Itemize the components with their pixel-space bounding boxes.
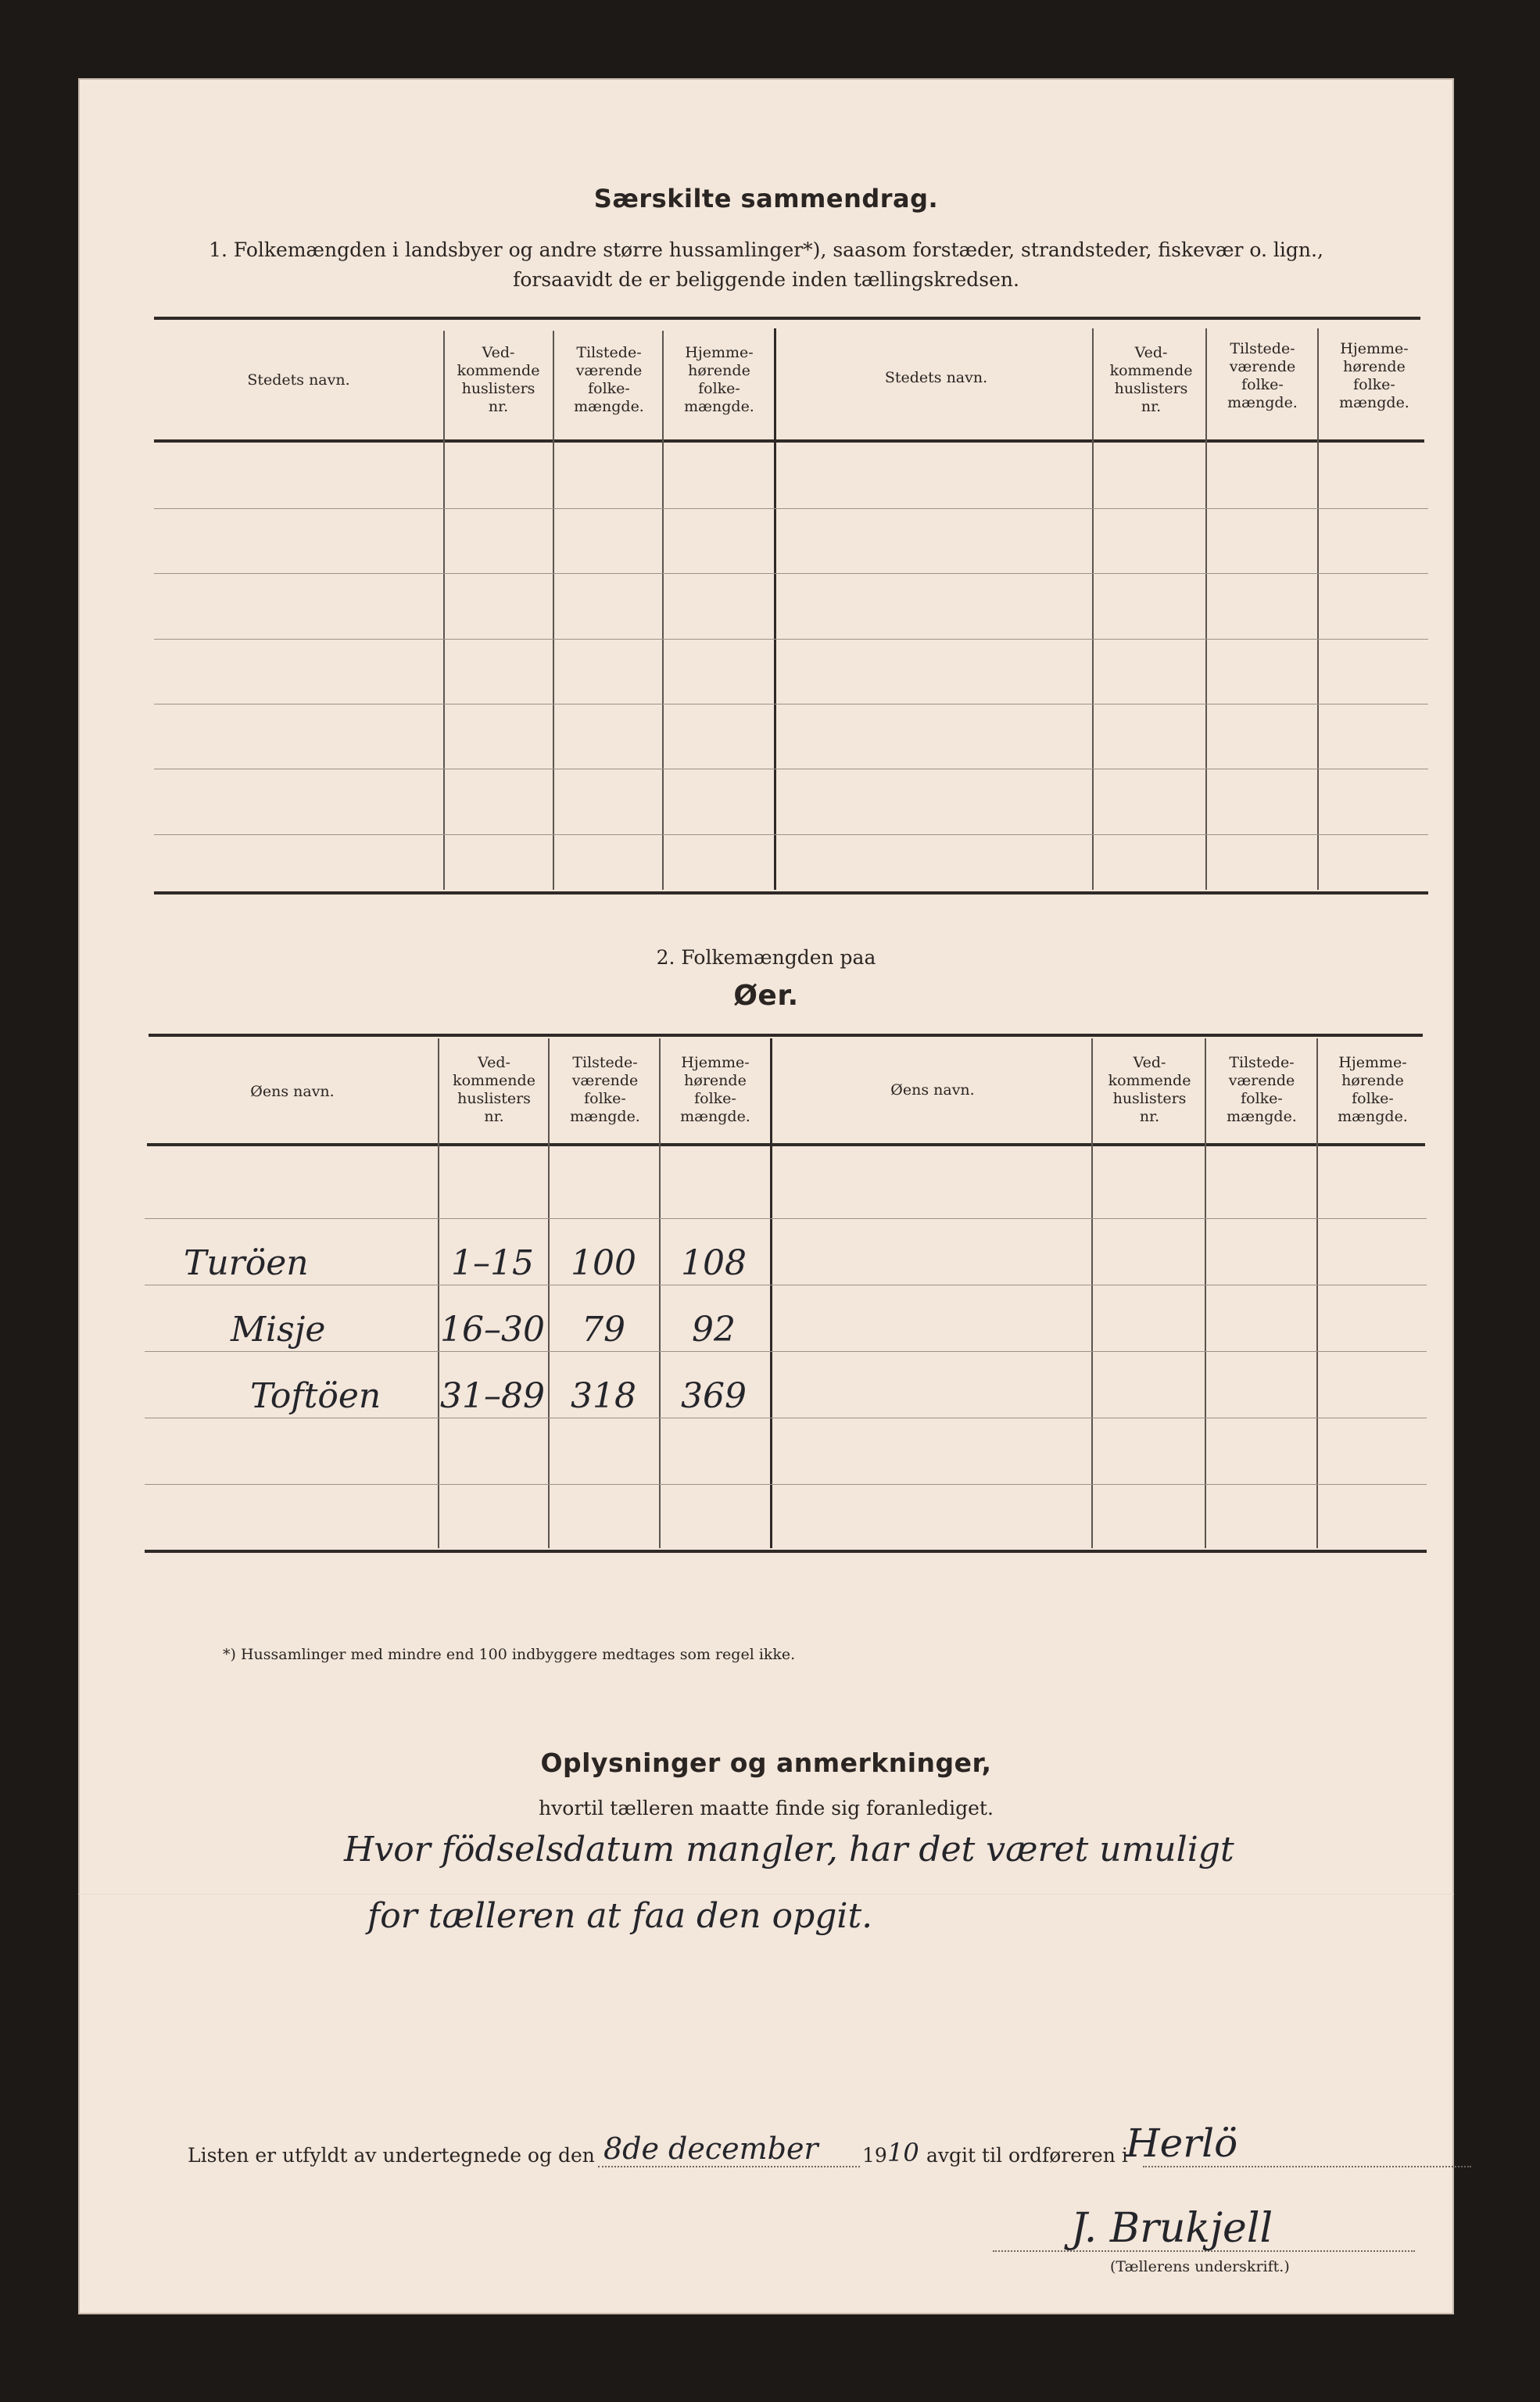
table1-col-resident-right: Hjemme- hørende folke- mængde. <box>1339 340 1409 411</box>
table2-col-resident-left: Hjemme- hørende folke- mængde. <box>680 1054 750 1125</box>
table2-vline <box>1316 1038 1318 1548</box>
section1-intro-line1: 1. Folkemængden i landsbyer og andre større hussamlinger*), saasom forstæder, strandsteder, fiskevær o. lign., <box>209 238 1323 261</box>
island-present-cell: 100 <box>571 1243 636 1283</box>
table1-row-line <box>154 639 1428 640</box>
table2-top-rule <box>149 1034 1423 1037</box>
table1-vline <box>1092 328 1094 890</box>
signoff-pre-text: Listen er utfyldt av undertegnede og den <box>188 2144 595 2167</box>
section2-subtitle: 2. Folkemængden paa <box>656 946 876 969</box>
signature-caption: (Tællerens underskrift.) <box>1110 2258 1290 2275</box>
table2-vline <box>438 1038 439 1548</box>
table1-col-lists-right: Ved- kommende huslisters nr. <box>1109 344 1193 415</box>
table2-col-resident-right: Hjemme- hørende folke- mængde. <box>1338 1054 1408 1125</box>
table2-row-line <box>145 1218 1427 1219</box>
table2-row-line <box>145 1484 1427 1485</box>
table2-row-line <box>145 1351 1427 1352</box>
table1-vline <box>1205 328 1207 890</box>
island-lists-cell: 1–15 <box>451 1243 534 1283</box>
table2-vline <box>659 1038 661 1548</box>
signoff-place: Herlö <box>1126 2121 1238 2166</box>
footnote: *) Hussamlinger med mindre end 100 indbyggere medtages som regel ikke. <box>223 1646 796 1663</box>
table1-col-name-left: Stedets navn. <box>247 371 350 389</box>
table2-col-name-right: Øens navn. <box>890 1081 975 1099</box>
table1-bottom-rule <box>154 891 1428 894</box>
table1-row-line <box>154 834 1428 835</box>
remarks-handwritten-line2: for tælleren at faa den opgit. <box>367 1896 873 1936</box>
table1-vline <box>553 331 554 890</box>
table1-row-line <box>154 573 1428 574</box>
section1-intro-line2: forsaavidt de er beliggende inden tællingskredsen. <box>513 268 1019 291</box>
table1-col-resident-left: Hjemme- hørende folke- mængde. <box>684 344 754 415</box>
island-lists-cell: 16–30 <box>440 1310 545 1350</box>
island-name-cell: Turöen <box>184 1243 309 1283</box>
signoff-date-day: 8de <box>603 2131 659 2166</box>
signoff-year-prefix: 19 <box>862 2144 887 2167</box>
table1-col-present-right: Tilstede- værende folke- mængde. <box>1227 340 1298 411</box>
date-dotted-line <box>598 2166 860 2167</box>
table1-col-present-left: Tilstede- værende folke- mængde. <box>574 344 644 415</box>
table2-col-lists-right: Ved- kommende huslisters nr. <box>1108 1054 1191 1125</box>
place-dotted-line <box>1143 2166 1471 2167</box>
table2-col-lists-left: Ved- kommende huslisters nr. <box>453 1054 535 1125</box>
table1-vline <box>443 331 445 890</box>
table2-header-rule <box>147 1143 1425 1146</box>
signoff-date-month: december <box>668 2131 818 2166</box>
island-name-cell: Misje <box>231 1310 326 1350</box>
table1-vline <box>1317 328 1319 890</box>
island-present-cell: 79 <box>582 1310 625 1350</box>
table2-vline <box>1205 1038 1206 1548</box>
table1-col-lists-left: Ved- kommende huslisters nr. <box>457 344 540 415</box>
paper-fold <box>78 1894 1454 1895</box>
table2-bottom-rule <box>145 1550 1427 1553</box>
island-resident-cell: 92 <box>692 1310 736 1350</box>
section1-title: Særskilte sammendrag. <box>593 184 939 213</box>
table1-col-name-right: Stedets navn. <box>884 369 988 386</box>
section2-title: Øer. <box>733 980 799 1012</box>
island-lists-cell: 31–89 <box>440 1376 545 1416</box>
table2-center-divider <box>770 1038 772 1548</box>
table1-header-rule <box>154 439 1424 443</box>
table2-vline <box>1091 1038 1093 1548</box>
remarks-title: Oplysninger og anmerkninger, <box>540 1748 992 1778</box>
island-name-cell: Toftöen <box>250 1376 381 1416</box>
signoff-year-suffix: 10 <box>887 2138 919 2167</box>
signoff-mid-text: avgit til ordføreren i <box>926 2144 1128 2167</box>
island-resident-cell: 108 <box>681 1243 747 1283</box>
table2-vline <box>548 1038 550 1548</box>
table1-top-rule <box>154 317 1420 320</box>
island-present-cell: 318 <box>571 1376 636 1416</box>
signature: J. Brukjell <box>1071 2205 1273 2252</box>
census-form-page <box>78 78 1454 2314</box>
table1-row-line <box>154 508 1428 509</box>
remarks-subtitle: hvortil tælleren maatte finde sig foranlediget. <box>539 1797 994 1819</box>
table1-vline <box>662 331 664 890</box>
island-resident-cell: 369 <box>681 1376 747 1416</box>
table2-col-name-left: Øens navn. <box>250 1083 335 1100</box>
table2-col-present-left: Tilstede- værende folke- mængde. <box>570 1054 640 1125</box>
table2-col-present-right: Tilstede- værende folke- mængde. <box>1227 1054 1297 1125</box>
table1-center-divider <box>774 328 776 890</box>
remarks-handwritten-line1: Hvor födselsdatum mangler, har det været umuligt <box>344 1830 1234 1870</box>
